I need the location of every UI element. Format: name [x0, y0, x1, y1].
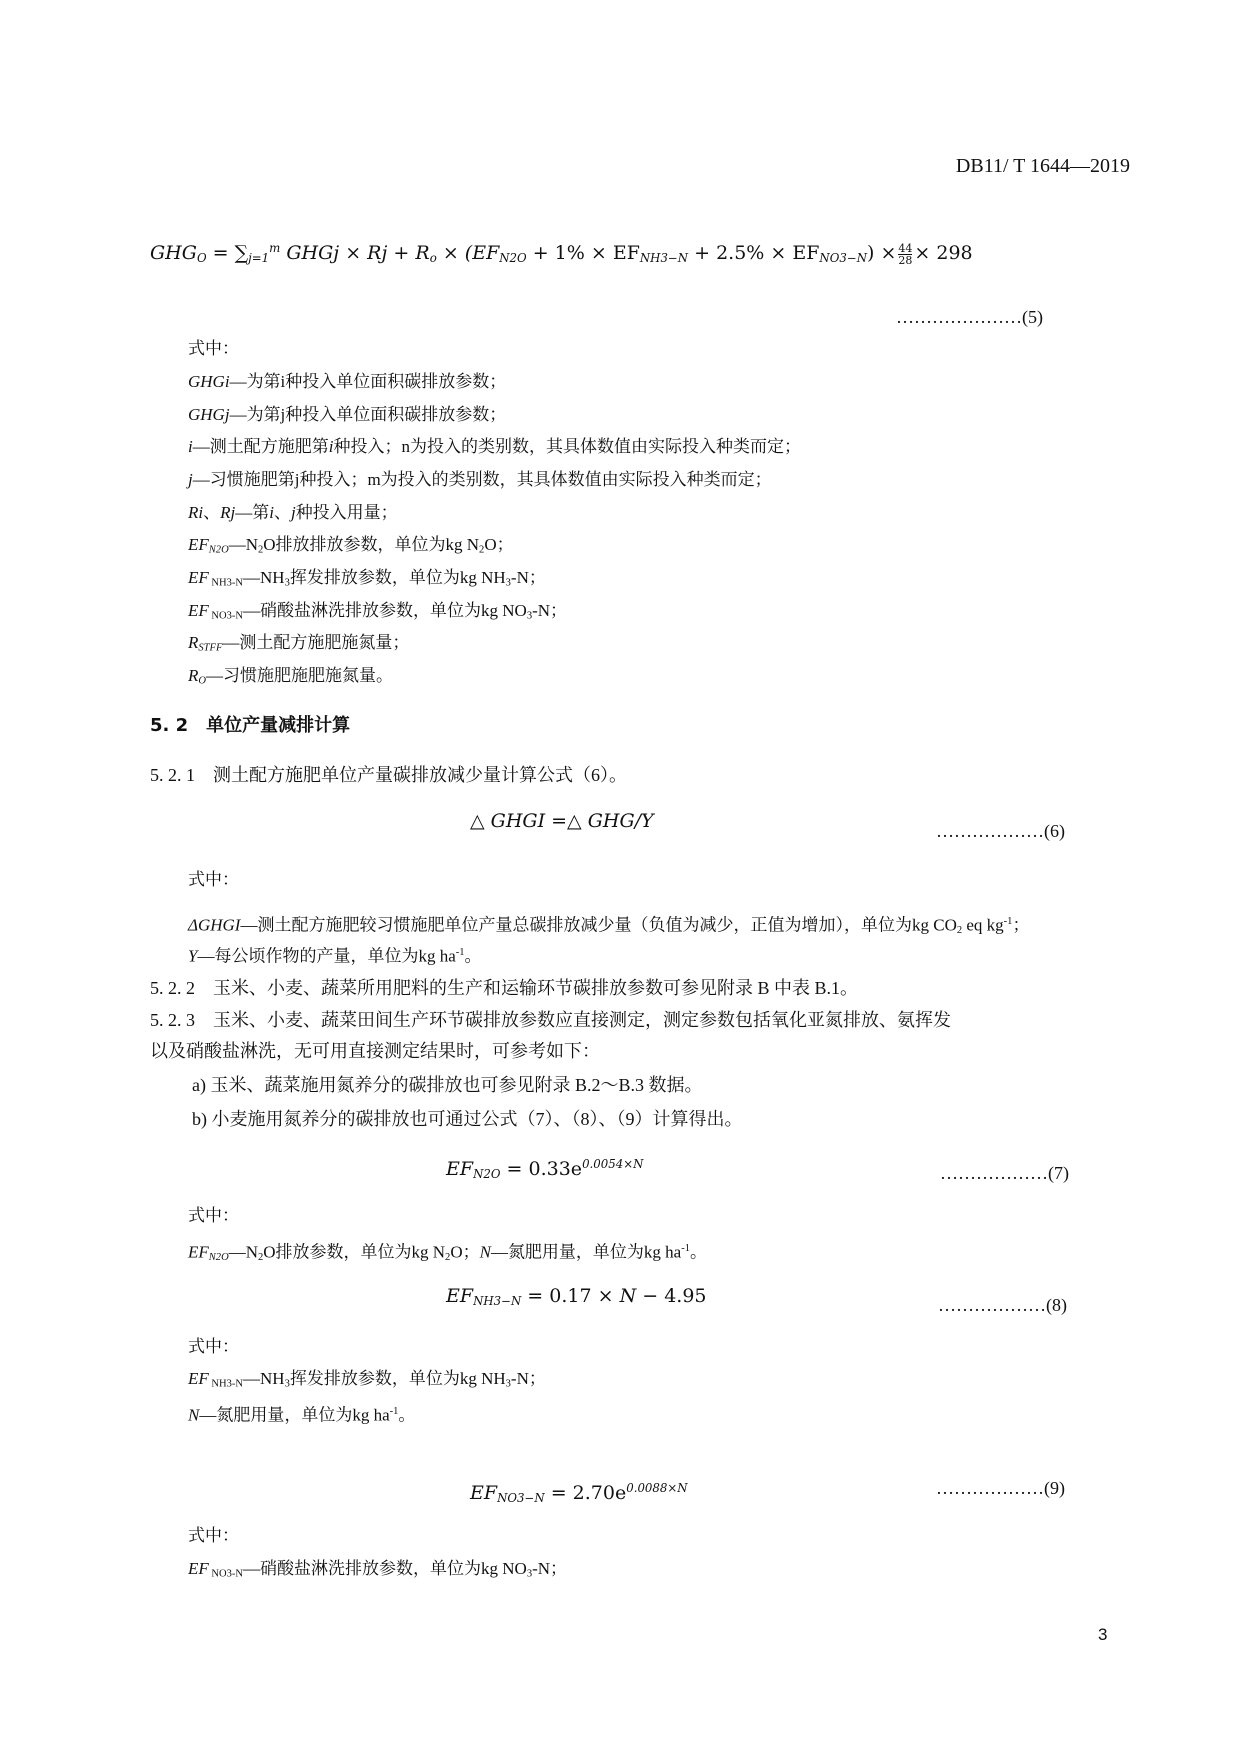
subscript: 3 — [526, 1568, 533, 1580]
text-segment: O； — [484, 535, 514, 554]
text-segment: R — [188, 633, 199, 652]
subscript: 3 — [505, 1378, 511, 1390]
text-segment: GHGj — [188, 405, 230, 424]
text-segment: EF — [188, 1559, 209, 1578]
subscript: O — [198, 675, 206, 687]
subscript: 3 — [526, 610, 533, 622]
text-segment: i — [188, 437, 193, 456]
text-segment: i — [328, 437, 334, 456]
definition-line — [188, 941, 482, 968]
subscript: 3 — [284, 577, 290, 589]
text-segment: O排放排放参数，单位为kg N — [263, 535, 480, 554]
fraction-numerator: 44 — [898, 241, 913, 255]
definition-line — [188, 566, 546, 596]
where-label — [188, 337, 239, 361]
definition-line — [188, 403, 506, 427]
text-segment: = ∑ — [206, 242, 249, 265]
equation-8 — [446, 1284, 707, 1313]
text-segment: b) 小麦施用氮养分的碳排放也可通过公式（7）、（8）、（9）计算得出。 — [192, 1109, 743, 1129]
page-number: 3 — [1098, 1625, 1108, 1644]
text-segment: GHG — [150, 242, 197, 265]
text-segment: EF — [446, 1158, 474, 1181]
text-segment: -N； — [532, 1559, 568, 1578]
text-segment: j — [188, 470, 193, 489]
subscript: NH3−N — [639, 251, 689, 265]
superscript: m — [269, 241, 281, 255]
subscript: 2 — [956, 924, 963, 936]
text-segment: 式中： — [188, 1526, 239, 1545]
clause-5-2-2 — [150, 976, 858, 1000]
subscript: NO3-N — [208, 1568, 244, 1580]
text-segment: 以及硝酸盐淋洗，无可用直接测定结果时，可参考如下： — [150, 1041, 600, 1061]
subscript: j=1 — [248, 251, 270, 265]
text-segment: —氮肥用量，单位为kg ha — [199, 1405, 390, 1425]
text-segment: 式中： — [188, 870, 239, 889]
text-segment: + 2.5% × EF — [688, 242, 820, 265]
definition-line — [188, 370, 506, 394]
clause-5-2-1 — [150, 763, 627, 787]
text-segment: -N； — [510, 1369, 546, 1388]
list-item-b — [192, 1107, 743, 1131]
text-segment: EF — [188, 535, 209, 554]
text-segment: 式中： — [188, 339, 239, 358]
definition-line — [188, 468, 772, 492]
text-segment: 、 — [203, 503, 221, 522]
text-segment: GHGj × Rj + R — [280, 242, 430, 265]
superscript: -1 — [389, 1406, 399, 1417]
fraction-denominator: 28 — [898, 253, 913, 267]
text-segment: 、 — [273, 503, 291, 522]
subscript: 3 — [284, 1378, 290, 1390]
subscript: NH3−N — [473, 1293, 522, 1308]
text-segment: 式中： — [188, 1206, 239, 1225]
text-segment: 种投入；n为投入的类别数，其具体数值由实际投入种类而定； — [333, 437, 801, 456]
text-segment: 5. 2. 1 测土配方施肥单位产量碳排放减少量计算公式（6）。 — [150, 765, 627, 785]
definition-line — [188, 1400, 415, 1427]
definition-line — [188, 1367, 546, 1397]
text-segment: —为第i种投入单位面积碳排放参数； — [229, 372, 507, 391]
text-segment: Ri — [188, 503, 204, 522]
text-segment: ΔGHGI — [188, 915, 241, 935]
fraction — [898, 243, 912, 266]
subscript: 2 — [257, 544, 264, 556]
subscript: STFF — [198, 642, 223, 654]
text-segment: = 0.33e — [500, 1158, 583, 1181]
text-segment: 5. 2. 3 玉米、小麦、蔬菜田间生产环节碳排放参数应直接测定，测定参数包括氧化亚氮排放、氨挥发 — [150, 1010, 951, 1030]
subscript: N2O — [208, 1251, 229, 1263]
where-label — [188, 1204, 239, 1228]
text-segment: —N — [228, 1242, 258, 1262]
text-segment: EF — [188, 1369, 209, 1388]
subscript: NO3−N — [497, 1491, 545, 1505]
text-segment: N — [479, 1242, 491, 1262]
text-segment: eq kg — [962, 915, 1004, 935]
text-segment: —测土配方施肥较习惯施肥单位产量总碳排放减少量（负值为减少，正值为增加），单位为kg CO — [240, 915, 957, 935]
text-segment: EF — [470, 1482, 498, 1505]
definition-line — [188, 664, 393, 694]
text-segment: × (EF — [436, 242, 500, 265]
definition-line — [188, 1237, 707, 1270]
equation-7 — [446, 1152, 643, 1186]
definition-line — [188, 599, 567, 629]
subscript: 3 — [505, 577, 511, 589]
equation-number-7: ………………(7) — [940, 1163, 1069, 1183]
subscript: 2 — [479, 544, 485, 556]
text-segment: —第 — [235, 503, 270, 522]
subscript: NO3−N — [819, 251, 868, 265]
superscript: -1 — [1003, 916, 1013, 927]
text-segment: N — [188, 1405, 200, 1425]
definition-line — [188, 501, 398, 525]
subscript: NH3-N — [208, 577, 244, 589]
text-segment: —每公顷作物的产量，单位为kg ha — [197, 946, 456, 966]
subscript: N2O — [473, 1167, 501, 1181]
text-segment: i — [269, 503, 274, 522]
superscript: -1 — [681, 1243, 691, 1254]
text-segment: —N — [228, 535, 258, 554]
subscript: NO3-N — [208, 610, 244, 622]
equation-6 — [470, 809, 654, 833]
equation-number-5: …………………(5) — [896, 307, 1043, 327]
document-number: DB11/ T 1644—2019 — [955, 155, 1130, 177]
equation-number-8: ………………(8) — [938, 1295, 1067, 1315]
text-segment: O排放参数，单位为kg N — [263, 1242, 446, 1262]
clause-5-2-3-cont — [150, 1039, 600, 1063]
text-segment: a) 玉米、蔬菜施用氮养分的碳排放也可参见附录 B.2～B.3 数据。 — [192, 1075, 703, 1095]
text-segment: —为第j种投入单位面积碳排放参数； — [229, 405, 507, 424]
text-segment: 5. 2 单位产量减排计算 — [150, 715, 351, 736]
text-segment: 挥发排放参数，单位为kg NH — [289, 1369, 506, 1388]
text-segment: EF — [188, 601, 209, 620]
subscript: N2O — [499, 251, 527, 265]
definition-line — [188, 631, 409, 661]
text-segment: —测土配方施肥施氮量； — [222, 633, 410, 652]
text-segment: EF — [188, 568, 209, 587]
list-item-a — [192, 1073, 703, 1097]
subscript: NH3-N — [208, 1378, 244, 1390]
text-segment: 式中： — [188, 1337, 239, 1356]
text-segment: —NH — [243, 568, 285, 587]
text-segment: 挥发排放参数，单位为kg NH — [289, 568, 506, 587]
text-segment: 。 — [398, 1405, 416, 1425]
text-segment: △ GHGI =△ GHG/Y — [470, 810, 654, 832]
text-segment: GHGi — [188, 372, 230, 391]
where-label — [188, 868, 239, 892]
text-segment: O； — [450, 1242, 480, 1262]
definition-line — [188, 1557, 567, 1587]
text-segment: Y — [188, 946, 198, 966]
superscript: -1 — [455, 947, 465, 958]
subscript: N2O — [208, 544, 229, 556]
where-label — [188, 1335, 239, 1359]
subscript: 2 — [257, 1251, 264, 1263]
section-heading-5-2 — [150, 714, 350, 738]
text-segment: ) × — [867, 242, 897, 265]
text-segment: —硝酸盐淋洗排放参数，单位为kg NO — [243, 601, 527, 620]
text-segment: × 298 — [914, 242, 973, 265]
text-segment: = 0.17 × — [521, 1285, 620, 1307]
text-segment: 。 — [464, 946, 482, 966]
clause-5-2-3 — [150, 1008, 951, 1032]
subscript: o — [429, 251, 437, 265]
equation-5 — [150, 236, 973, 270]
text-segment: —习惯施肥第j种投入；m为投入的类别数，其具体数值由实际投入种类而定； — [192, 470, 772, 489]
text-segment: 。 — [690, 1242, 708, 1262]
text-segment: = 2.70e — [544, 1482, 627, 1505]
subscript: O — [196, 251, 207, 265]
equation-number-9: ………………(9) — [936, 1478, 1065, 1498]
text-segment: —测土配方施肥第 — [192, 437, 329, 456]
text-segment: 种投入用量； — [295, 503, 398, 522]
text-segment: —氮肥用量，单位为kg ha — [490, 1242, 682, 1262]
subscript: 2 — [445, 1251, 451, 1263]
text-segment: —习惯施肥施肥施氮量。 — [206, 666, 393, 685]
equation-9 — [470, 1476, 688, 1510]
superscript: 0.0054×N — [582, 1157, 644, 1171]
equation-number-6: ………………(6) — [936, 821, 1065, 841]
text-segment: Rj — [220, 503, 236, 522]
text-segment: —NH — [243, 1369, 285, 1388]
text-segment: + 1% × EF — [526, 242, 640, 265]
text-segment: -N； — [510, 568, 546, 587]
where-label — [188, 1524, 239, 1548]
text-segment: —硝酸盐淋洗排放参数，单位为kg NO — [243, 1559, 527, 1578]
superscript: 0.0088×N — [626, 1481, 688, 1495]
definition-line — [188, 435, 801, 459]
text-segment: R — [188, 666, 199, 685]
text-segment: j — [290, 503, 296, 522]
definition-line — [188, 533, 514, 563]
text-segment: -N； — [532, 601, 568, 620]
text-segment: N — [619, 1285, 637, 1307]
text-segment: EF — [446, 1285, 474, 1307]
text-segment: EF — [188, 1242, 209, 1262]
text-segment: − 4.95 — [636, 1285, 707, 1307]
text-segment: ； — [1012, 915, 1030, 935]
text-segment: 5. 2. 2 玉米、小麦、蔬菜所用肥料的生产和运输环节碳排放参数可参见附录 B 中表 B.1。 — [150, 978, 859, 998]
definition-line — [188, 910, 1029, 943]
